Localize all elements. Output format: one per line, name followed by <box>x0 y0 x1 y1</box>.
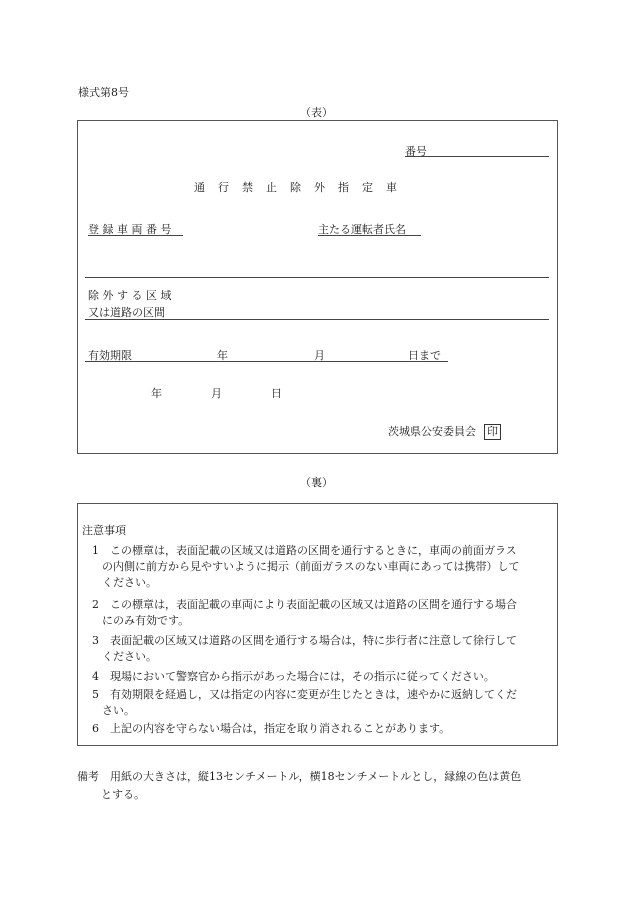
back-side-label: （裏） <box>300 476 333 489</box>
note-5-line-2: さい。 <box>102 704 135 717</box>
number-label: 番号 <box>405 145 427 158</box>
driver-underline <box>318 235 421 236</box>
issuer-name: 茨城県公安委員会 <box>388 425 476 438</box>
note-3-line-2: ください。 <box>102 650 157 663</box>
note-3-line-1: 3 表面記載の区域又は道路の区間を通行する場合は，特に歩行者に注意して徐行して <box>92 634 517 647</box>
validity-until: 日まで <box>408 349 441 362</box>
note-2-line-1: 2 この標章は，表面記載の車両により表面記載の区域又は道路の区間を通行する場合 <box>92 598 517 611</box>
front-side-label: （表） <box>300 106 333 119</box>
form-number: 様式第8号 <box>78 86 129 99</box>
validity-month: 月 <box>314 349 325 362</box>
note-4-line-1: 4 現場において警察官から指示があった場合には，その指示に従ってください。 <box>92 670 495 683</box>
issue-day: 日 <box>271 387 282 400</box>
number-underline <box>405 156 549 157</box>
card-title: 通 行 禁 止 除 外 指 定 車 <box>194 181 398 194</box>
area-underline <box>85 319 549 320</box>
area-label-2: 又は道路の区間 <box>88 306 165 319</box>
validity-year: 年 <box>217 349 228 362</box>
seal-stamp: 印 <box>484 424 501 440</box>
issue-month: 月 <box>211 387 222 400</box>
validity-label: 有効期限 <box>88 349 132 362</box>
remarks-line-1: 備考 用紙の大きさは，縦13センチメートル，横18センチメートルとし，縁線の色は黄色 <box>77 770 522 783</box>
registration-underline <box>88 235 183 236</box>
note-5-line-1: 5 有効期限を経過し，又は指定の内容に変更が生じたときは，速やかに返納してくだ <box>92 688 517 701</box>
note-1-line-3: ください。 <box>102 576 157 589</box>
issuer-block <box>388 423 501 440</box>
area-label-1: 除 外 す る 区 域 <box>88 289 172 302</box>
back-card <box>77 503 558 746</box>
validity-underline <box>85 361 448 362</box>
registration-label: 登 録 車 両 番 号 <box>88 223 172 236</box>
divider-line <box>85 277 549 278</box>
note-1-line-2: の内側に前方から見やすいように掲示（前面ガラスのない車両にあっては携帯）して <box>102 560 520 573</box>
note-2-line-2: にのみ有効です。 <box>102 614 190 627</box>
note-1-line-1: 1 この標章は，表面記載の区域又は道路の区間を通行するときに，車両の前面ガラス <box>92 544 517 557</box>
driver-label: 主たる運転者氏名 <box>318 223 406 236</box>
front-card <box>77 120 558 454</box>
issue-year: 年 <box>151 387 162 400</box>
remarks-line-2: とする。 <box>101 788 145 801</box>
note-6-line-1: 6 上記の内容を守らない場合は，指定を取り消されることがあります。 <box>92 722 451 735</box>
notes-title: 注意事項 <box>82 524 126 537</box>
